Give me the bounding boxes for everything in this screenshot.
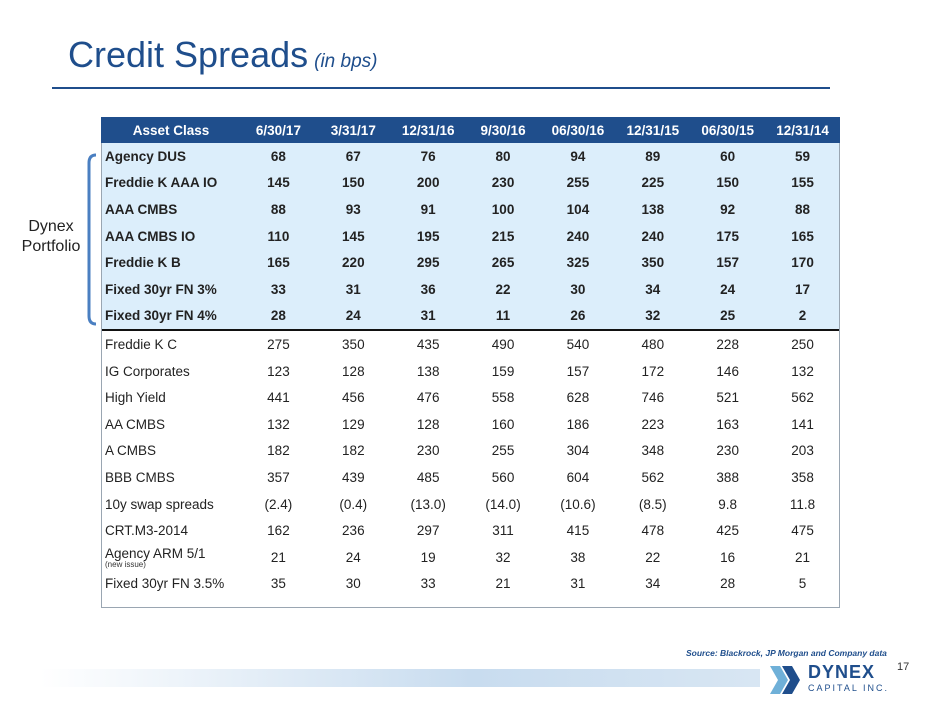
table-cell: 230 bbox=[716, 443, 739, 459]
row-label bbox=[101, 330, 241, 358]
column-header: 12/31/15 bbox=[615, 117, 690, 143]
table-cell: 32 bbox=[495, 549, 511, 565]
table-cell: 138 bbox=[416, 363, 440, 379]
table-cell: 230 bbox=[466, 170, 541, 197]
table-cell: 220 bbox=[316, 249, 391, 276]
credit-spreads-table bbox=[101, 117, 840, 597]
row-label-text: AAA CMBS IO bbox=[105, 228, 196, 244]
row-label bbox=[101, 223, 241, 250]
table-cell: 562 bbox=[791, 390, 814, 406]
table-cell: 225 bbox=[615, 170, 690, 197]
table-cell: 478 bbox=[641, 523, 665, 539]
table-cell: 5 bbox=[798, 576, 807, 592]
row-label bbox=[101, 170, 241, 197]
table-cell: 132 bbox=[267, 416, 290, 432]
table-cell: 746 bbox=[641, 390, 665, 406]
table-cell: 415 bbox=[566, 523, 590, 539]
table-cell: (0.4) bbox=[339, 496, 368, 512]
table-cell: 128 bbox=[416, 416, 440, 432]
table-cell: 146 bbox=[716, 363, 739, 379]
table-row bbox=[101, 358, 840, 385]
table-cell: 215 bbox=[466, 223, 541, 250]
table-cell: 540 bbox=[566, 336, 590, 352]
table-cell: (13.0) bbox=[410, 496, 446, 512]
table-cell: 138 bbox=[615, 196, 690, 223]
table-cell: 230 bbox=[416, 443, 440, 459]
table-cell: 425 bbox=[716, 523, 739, 539]
table-cell: 141 bbox=[791, 416, 814, 432]
table-cell: 11.8 bbox=[789, 496, 816, 512]
table-cell: 24 bbox=[690, 276, 765, 303]
row-label bbox=[101, 464, 241, 491]
page-number: 17 bbox=[897, 661, 910, 673]
table-cell: 34 bbox=[615, 276, 690, 303]
row-label bbox=[101, 411, 241, 438]
table-cell: (14.0) bbox=[485, 496, 521, 512]
table-cell: 30 bbox=[345, 576, 361, 592]
table-cell: 21 bbox=[795, 549, 811, 565]
table-cell: 163 bbox=[716, 416, 739, 432]
table-row bbox=[101, 571, 840, 598]
row-label bbox=[101, 438, 241, 465]
table-cell: 490 bbox=[491, 336, 515, 352]
table-cell: 34 bbox=[645, 576, 661, 592]
table-cell: 223 bbox=[641, 416, 665, 432]
row-label-text: CRT.M3-2014 bbox=[105, 523, 189, 539]
title-divider bbox=[52, 87, 830, 89]
table-cell: 435 bbox=[416, 336, 440, 352]
table-cell: 21 bbox=[270, 549, 286, 565]
table-cell: 186 bbox=[566, 416, 590, 432]
table-cell: 304 bbox=[566, 443, 590, 459]
table-cell: 480 bbox=[641, 336, 665, 352]
table-cell: 160 bbox=[491, 416, 515, 432]
table-cell: 350 bbox=[615, 249, 690, 276]
table-row bbox=[101, 438, 840, 465]
table-cell: 28 bbox=[720, 576, 736, 592]
table-cell: 172 bbox=[641, 363, 665, 379]
row-label-text: AA CMBS bbox=[105, 416, 166, 432]
table-cell: 348 bbox=[641, 443, 665, 459]
table-row bbox=[101, 223, 840, 250]
row-label bbox=[101, 196, 241, 223]
table-cell: 311 bbox=[492, 523, 514, 539]
table-cell: 476 bbox=[416, 390, 440, 406]
table-cell: 439 bbox=[342, 469, 365, 485]
column-header: Asset Class bbox=[101, 117, 241, 143]
row-label-text: IG Corporates bbox=[105, 363, 190, 379]
table-cell: 25 bbox=[690, 303, 765, 331]
table-cell: 200 bbox=[391, 170, 466, 197]
table-cell: 9.8 bbox=[718, 496, 738, 512]
table-cell: (10.6) bbox=[560, 496, 596, 512]
row-label-text: High Yield bbox=[105, 390, 166, 406]
table-cell: 129 bbox=[342, 416, 365, 432]
table-cell: 562 bbox=[641, 469, 665, 485]
table-row bbox=[101, 170, 840, 197]
table-cell: 297 bbox=[416, 523, 440, 539]
row-label-text: 10y swap spreads bbox=[105, 496, 214, 512]
table-cell: 21 bbox=[495, 576, 511, 592]
column-header: 12/31/16 bbox=[391, 117, 466, 143]
table-cell: 150 bbox=[690, 170, 765, 197]
column-header: 9/30/16 bbox=[466, 117, 541, 143]
table-row bbox=[101, 491, 840, 518]
table-row bbox=[101, 143, 840, 170]
table-cell: 88 bbox=[241, 196, 316, 223]
table-cell: 240 bbox=[615, 223, 690, 250]
table-cell: 123 bbox=[267, 363, 290, 379]
table-cell: 159 bbox=[491, 363, 515, 379]
table-cell: 26 bbox=[541, 303, 616, 331]
column-header: 3/31/17 bbox=[316, 117, 391, 143]
table-cell: 170 bbox=[765, 249, 840, 276]
table-cell: 110 bbox=[241, 223, 316, 250]
row-label bbox=[101, 249, 241, 276]
table-cell: 475 bbox=[791, 523, 814, 539]
table-cell: 456 bbox=[342, 390, 365, 406]
table-row bbox=[101, 249, 840, 276]
row-label-text: A CMBS bbox=[105, 443, 157, 459]
row-label bbox=[101, 384, 241, 411]
table-cell: 89 bbox=[615, 143, 690, 170]
table-cell: 250 bbox=[791, 336, 814, 352]
table-cell: 604 bbox=[566, 469, 590, 485]
table-cell: 32 bbox=[615, 303, 690, 331]
table-cell: 521 bbox=[716, 390, 739, 406]
table-cell: 11 bbox=[466, 303, 541, 331]
table-row bbox=[101, 196, 840, 223]
table-cell: 182 bbox=[342, 443, 365, 459]
table-cell: 182 bbox=[267, 443, 290, 459]
row-label-text: Agency DUS bbox=[105, 148, 187, 164]
dynex-portfolio-label bbox=[16, 217, 86, 257]
table-cell: 60 bbox=[690, 143, 765, 170]
table-cell: 92 bbox=[690, 196, 765, 223]
table-cell: 485 bbox=[416, 469, 440, 485]
table-cell: 325 bbox=[541, 249, 616, 276]
table-cell: 558 bbox=[491, 390, 515, 406]
table-cell: 441 bbox=[267, 390, 290, 406]
portfolio-label-line2: Portfolio bbox=[21, 238, 81, 255]
table-cell: 88 bbox=[765, 196, 840, 223]
table-cell: 33 bbox=[420, 576, 436, 592]
table-cell: 35 bbox=[270, 576, 286, 592]
table-cell: 104 bbox=[541, 196, 616, 223]
row-label bbox=[101, 571, 241, 598]
table-cell: 560 bbox=[491, 469, 515, 485]
table-cell: 76 bbox=[391, 143, 466, 170]
table-cell: 165 bbox=[765, 223, 840, 250]
table-cell: 100 bbox=[466, 196, 541, 223]
row-label bbox=[101, 517, 241, 544]
table-cell: 67 bbox=[316, 143, 391, 170]
table-cell: 38 bbox=[570, 549, 586, 565]
title-main: Credit Spreads bbox=[68, 34, 309, 75]
table-cell: 357 bbox=[267, 469, 290, 485]
table-cell: 155 bbox=[765, 170, 840, 197]
table-cell: 91 bbox=[391, 196, 466, 223]
row-label-text: Freddie K C bbox=[105, 336, 178, 352]
table-cell: 80 bbox=[466, 143, 541, 170]
table-row bbox=[101, 384, 840, 411]
table-cell: 33 bbox=[241, 276, 316, 303]
row-label-note: (new issue) bbox=[105, 559, 146, 569]
table-cell: 128 bbox=[342, 363, 365, 379]
logo-subtitle: CAPITAL INC. bbox=[808, 683, 890, 693]
row-label-text: BBB CMBS bbox=[105, 469, 175, 485]
table-cell: 175 bbox=[690, 223, 765, 250]
row-label bbox=[101, 303, 241, 331]
table-cell: 157 bbox=[566, 363, 590, 379]
row-label bbox=[101, 491, 241, 518]
dynex-logo-mark bbox=[768, 662, 804, 698]
row-label-text: Fixed 30yr FN 3.5% bbox=[105, 576, 225, 592]
table-header-row bbox=[101, 117, 840, 143]
table-cell: 31 bbox=[391, 303, 466, 331]
table-cell: 255 bbox=[491, 443, 515, 459]
table-row bbox=[101, 464, 840, 491]
source-note: Source: Blackrock, JP Morgan and Company data bbox=[686, 648, 887, 658]
table-row bbox=[101, 517, 840, 544]
table-row bbox=[101, 411, 840, 438]
row-label bbox=[101, 143, 241, 170]
table-cell: 30 bbox=[541, 276, 616, 303]
table-row bbox=[101, 330, 840, 358]
table-cell: 203 bbox=[791, 443, 814, 459]
table-cell: 16 bbox=[720, 549, 736, 565]
table-cell: 236 bbox=[342, 523, 365, 539]
table-row bbox=[101, 276, 840, 303]
table-cell: 265 bbox=[466, 249, 541, 276]
portfolio-bracket bbox=[85, 153, 97, 326]
table-cell: 132 bbox=[791, 363, 814, 379]
row-label bbox=[101, 276, 241, 303]
column-header: 06/30/16 bbox=[541, 117, 616, 143]
column-header: 06/30/15 bbox=[690, 117, 765, 143]
table-cell: 628 bbox=[566, 390, 590, 406]
row-label bbox=[101, 358, 241, 385]
table-cell: 145 bbox=[241, 170, 316, 197]
table-cell: 22 bbox=[466, 276, 541, 303]
table-cell: 17 bbox=[765, 276, 840, 303]
table-cell: 22 bbox=[645, 549, 661, 565]
table-cell: 93 bbox=[316, 196, 391, 223]
table-cell: 195 bbox=[391, 223, 466, 250]
table-cell: 358 bbox=[791, 469, 814, 485]
table-cell: 31 bbox=[570, 576, 586, 592]
column-header: 12/31/14 bbox=[765, 117, 840, 143]
logo-wordmark: DYNEX bbox=[808, 662, 876, 682]
table-row bbox=[101, 544, 840, 571]
table-cell: 228 bbox=[716, 336, 739, 352]
table-cell: 388 bbox=[716, 469, 739, 485]
table-cell: 145 bbox=[316, 223, 391, 250]
row-label-text: Freddie K B bbox=[105, 255, 181, 271]
dynex-logo bbox=[768, 660, 908, 700]
table-cell: 350 bbox=[342, 336, 365, 352]
row-label-text: Freddie K AAA IO bbox=[105, 175, 218, 191]
table-cell: 36 bbox=[391, 276, 466, 303]
table-cell: 94 bbox=[541, 143, 616, 170]
table-cell: 24 bbox=[345, 549, 361, 565]
table-cell: 295 bbox=[391, 249, 466, 276]
table-row bbox=[101, 303, 840, 331]
table-cell: 24 bbox=[316, 303, 391, 331]
table-cell: 157 bbox=[690, 249, 765, 276]
title-subtitle: (in bps) bbox=[314, 51, 378, 72]
table-cell: 2 bbox=[765, 303, 840, 331]
table-cell: 150 bbox=[316, 170, 391, 197]
table-cell: 59 bbox=[765, 143, 840, 170]
table-cell: 275 bbox=[267, 336, 290, 352]
table-cell: 28 bbox=[241, 303, 316, 331]
portfolio-label-line1: Dynex bbox=[28, 218, 74, 235]
footer-bar bbox=[40, 669, 760, 687]
table-cell: 240 bbox=[541, 223, 616, 250]
table-cell: 162 bbox=[267, 523, 290, 539]
row-label-text: Fixed 30yr FN 4% bbox=[105, 308, 217, 324]
row-label-text: Fixed 30yr FN 3% bbox=[105, 281, 217, 297]
page-title bbox=[68, 34, 377, 76]
table-cell: (2.4) bbox=[264, 496, 293, 512]
table-cell: 31 bbox=[316, 276, 391, 303]
table-cell: 165 bbox=[241, 249, 316, 276]
table-cell: (8.5) bbox=[638, 496, 667, 512]
table-cell: 255 bbox=[541, 170, 616, 197]
row-label bbox=[101, 544, 241, 571]
row-label-text: AAA CMBS bbox=[105, 201, 178, 217]
row-label-text: Agency ARM 5/1 bbox=[105, 545, 206, 561]
table-cell: 19 bbox=[420, 549, 436, 565]
table-cell: 68 bbox=[241, 143, 316, 170]
column-header: 6/30/17 bbox=[241, 117, 316, 143]
